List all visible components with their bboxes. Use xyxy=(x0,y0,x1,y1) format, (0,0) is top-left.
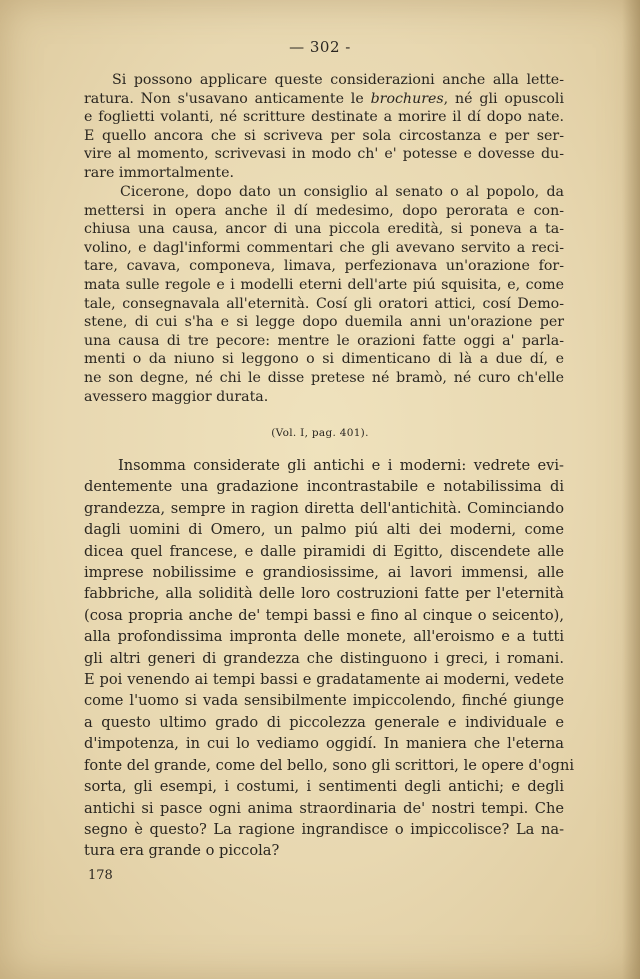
text-line: una causa di tre pecore: mentre le orazioni fatte oggi a' parla- xyxy=(84,332,564,349)
text-line: e foglietti volanti, né scritture destinate a morire il dí dopo nate. xyxy=(84,109,564,126)
text-line: segno è questo? La ragione ingrandisce o impiccolisce? La na- xyxy=(84,820,564,838)
text-line-with-italic: ratura. Non s'usavano anticamente le brochures, né gli opuscoli xyxy=(84,90,564,107)
text-line: vire al momento, scrivevasi in modo ch' e' potesse e dovesse du- xyxy=(84,146,564,163)
page-number: 178 xyxy=(88,868,113,883)
text-line: grandezza, sempre in ragion diretta dell'antichità. Cominciando xyxy=(84,499,564,517)
citation: (Vol. I, pag. 401). xyxy=(271,427,369,439)
text-line: a questo ultimo grado di piccolezza generale e individuale e xyxy=(84,713,564,731)
text-line: stene, di cui s'ha e si legge dopo duemila anni un'orazione per xyxy=(84,314,564,331)
text-line: fabbriche, alla solidità delle loro costruzioni fatte per l'eternità xyxy=(84,585,564,603)
text-line: dicea quel francese, e dalle piramidi di Egitto, discendete alle xyxy=(84,542,564,560)
text-line: d'impotenza, in cui lo vediamo oggidí. In maniera che l'eterna xyxy=(84,735,564,753)
text-line: tale, consegnavala all'eternità. Cosí gli oratori attici, cosí Demo- xyxy=(84,295,564,312)
text-line: dentemente una gradazione incontrastabile e notabilissima di xyxy=(84,478,564,496)
text-line: mata sulle regole e i modelli eterni dell'arte piú squisita, e, come xyxy=(84,276,564,293)
paragraph-2 xyxy=(84,183,564,406)
paragraph-3 xyxy=(84,455,575,862)
text-line: Insomma considerate gli antichi e i moderni: vedrete evi- xyxy=(118,457,564,474)
page-spine-shadow xyxy=(622,0,640,979)
text-line: come l'uomo si vada sensibilmente impiccolendo, finché giunge xyxy=(84,692,564,710)
text-line: tare, cavava, componeva, limava, perfezionava un'orazione for- xyxy=(84,258,564,275)
paragraph-1 xyxy=(84,71,564,183)
text-line: E poi venendo ai tempi bassi e gradatamente ai moderni, vedete xyxy=(84,671,564,689)
text-line: Si possono applicare queste considerazioni anche alla lette- xyxy=(112,72,564,88)
text-line: avessero maggior durata. xyxy=(84,388,269,405)
text-line: mettersi in opera anche il dí medesimo, dopo perorata e con- xyxy=(84,202,564,219)
text-line: fonte del grande, come del bello, sono gli scrittori, le opere d'ogni xyxy=(84,756,575,774)
text-line: chiusa una causa, ancor di una piccola eredità, si poneva a ta- xyxy=(84,221,564,238)
text-line: antichi si pasce ogni anima straordinaria de' nostri tempi. Che xyxy=(84,799,564,817)
text-line: Cicerone, dopo dato un consiglio al senato o al popolo, da xyxy=(120,184,564,200)
page-header: — 302 - xyxy=(289,38,351,56)
text-line: volino, e dagl'informi commentari che gli avevano servito a reci- xyxy=(84,239,564,256)
text-line: gli altri generi di grandezza che distinguono i greci, i romani. xyxy=(84,649,564,667)
text-line: menti o da niuno si leggono o si dimenticano di là a due dí, e xyxy=(84,351,564,368)
text-line: alla profondissima impronta delle monete, all'eroismo e a tutti xyxy=(84,628,564,646)
text-line: dagli uomini di Omero, un palmo piú alti dei moderni, come xyxy=(84,521,564,539)
text-line: ne son degne, né chi le disse pretese né bramò, né curo ch'elle xyxy=(84,369,564,386)
text-line: E quello ancora che si scriveva per sola circostanza e per ser- xyxy=(84,127,564,144)
text-line: (cosa propria anche de' tempi bassi e fino al cinque o seicento), xyxy=(84,606,564,624)
text-line: imprese nobilissime e grandiosissime, ai lavori immensi, alle xyxy=(84,564,564,582)
text-line: tura era grande o piccola? xyxy=(84,842,280,860)
text-line: sorta, gli esempi, i costumi, i sentimenti degli antichi; e degli xyxy=(84,778,564,796)
text-line: rare immortalmente. xyxy=(84,164,234,181)
